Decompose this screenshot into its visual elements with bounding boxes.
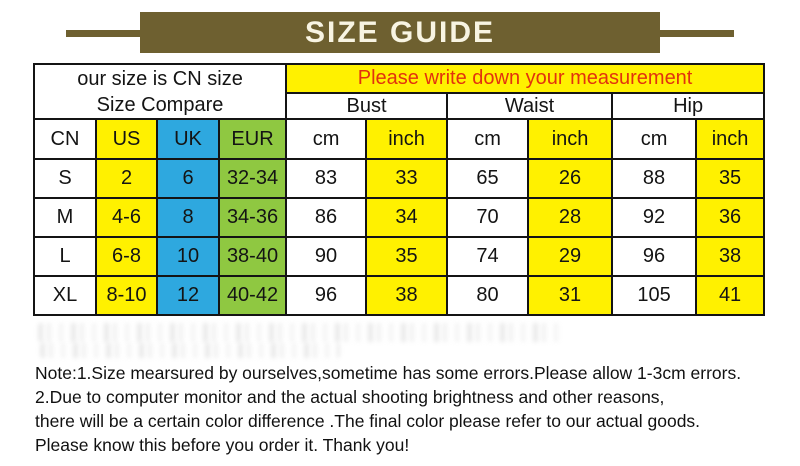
cell-waist-cm: 74 (447, 237, 528, 276)
cell-cn: S (34, 159, 96, 198)
cell-hip-inch: 38 (696, 237, 764, 276)
note-line-4: Please know this before you order it. Thank you! (35, 435, 410, 455)
cell-waist-inch: 28 (528, 198, 612, 237)
cell-hip-cm: 105 (612, 276, 696, 315)
cell-cn: L (34, 237, 96, 276)
cell-bust-inch: 38 (366, 276, 447, 315)
cell-us: 2 (96, 159, 157, 198)
col-header-us: US (96, 119, 157, 159)
cell-uk: 8 (157, 198, 219, 237)
watermark-noise-line-1 (38, 323, 563, 342)
cell-waist-cm: 80 (447, 276, 528, 315)
cell-bust-cm: 86 (286, 198, 366, 237)
note-line-1: Note:1.Size mearsured by ourselves,sometime has some errors.Please allow 1-3cm errors. (35, 363, 742, 383)
col-header-eur: EUR (219, 119, 286, 159)
cell-bust-cm: 96 (286, 276, 366, 315)
cell-eur: 38-40 (219, 237, 286, 276)
cell-hip-cm: 92 (612, 198, 696, 237)
cell-cn: XL (34, 276, 96, 315)
cell-eur: 32-34 (219, 159, 286, 198)
size-compare-line2: Size Compare (96, 93, 224, 116)
cell-uk: 12 (157, 276, 219, 315)
size-row-xl (34, 276, 764, 315)
col-header-cn: CN (34, 119, 96, 159)
cell-waist-inch: 26 (528, 159, 612, 198)
banner-left-bar (66, 30, 140, 37)
cell-hip-inch: 36 (696, 198, 764, 237)
cell-bust-inch: 33 (366, 159, 447, 198)
cell-waist-inch: 31 (528, 276, 612, 315)
col-header-hip-inch: inch (696, 119, 764, 159)
cell-hip-inch: 41 (696, 276, 764, 315)
cell-cn: M (34, 198, 96, 237)
section-header-hip: Hip (612, 93, 764, 119)
cell-hip-inch: 35 (696, 159, 764, 198)
col-header-waist-inch: inch (528, 119, 612, 159)
banner-right-bar (660, 30, 734, 37)
size-compare-line1: our size is CN size (77, 67, 243, 90)
page-title: SIZE GUIDE (304, 15, 496, 49)
cell-us: 6-8 (96, 237, 157, 276)
size-row-s (34, 159, 764, 198)
cell-waist-inch: 29 (528, 237, 612, 276)
col-header-bust-cm: cm (286, 119, 366, 159)
cell-uk: 10 (157, 237, 219, 276)
notes-block (35, 361, 780, 457)
size-compare-header (34, 64, 286, 119)
watermark-noise-line-2 (40, 343, 340, 358)
col-header-hip-cm: cm (612, 119, 696, 159)
cell-uk: 6 (157, 159, 219, 198)
cell-bust-inch: 35 (366, 237, 447, 276)
cell-waist-cm: 65 (447, 159, 528, 198)
cell-bust-cm: 90 (286, 237, 366, 276)
size-row-m (34, 198, 764, 237)
cell-us: 4-6 (96, 198, 157, 237)
section-header-bust: Bust (286, 93, 447, 119)
note-line-2: 2.Due to computer monitor and the actual shooting brightness and other reasons, (35, 387, 665, 407)
size-row-l (34, 237, 764, 276)
cell-waist-cm: 70 (447, 198, 528, 237)
col-header-uk: UK (157, 119, 219, 159)
cell-us: 8-10 (96, 276, 157, 315)
cell-bust-inch: 34 (366, 198, 447, 237)
measurement-header: Please write down your measurement (286, 64, 764, 93)
section-header-waist: Waist (447, 93, 612, 119)
title-banner (140, 12, 660, 53)
note-line-3: there will be a certain color difference .The final color please refer to our actual goods. (35, 411, 701, 431)
size-guide-table (33, 63, 765, 316)
cell-eur: 34-36 (219, 198, 286, 237)
cell-hip-cm: 88 (612, 159, 696, 198)
cell-bust-cm: 83 (286, 159, 366, 198)
cell-hip-cm: 96 (612, 237, 696, 276)
cell-eur: 40-42 (219, 276, 286, 315)
col-header-waist-cm: cm (447, 119, 528, 159)
col-header-bust-inch: inch (366, 119, 447, 159)
